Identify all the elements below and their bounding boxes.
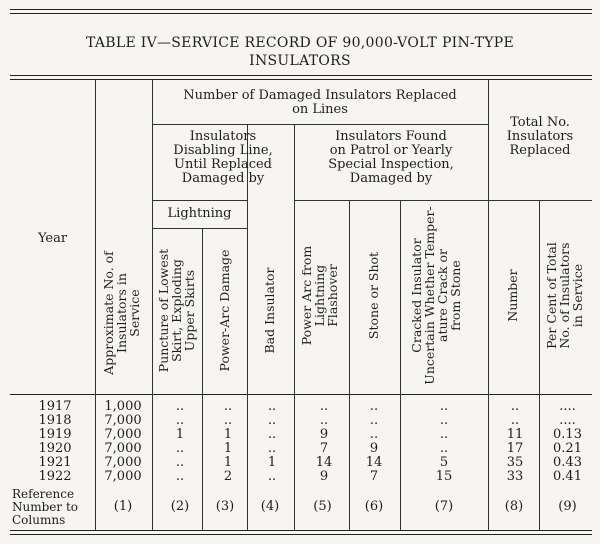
cell-c8: .. — [510, 399, 520, 414]
cell-c9: .... — [559, 413, 576, 428]
cell-approx: 1,000 — [104, 399, 142, 414]
cell-c7: .. — [439, 413, 449, 428]
power-arc-damage-header: Power-Arc Damage — [217, 249, 232, 372]
header-line — [294, 200, 488, 201]
cell-c5: 9 — [319, 427, 329, 442]
ref-number: (7) — [434, 499, 454, 514]
top-rule — [10, 9, 592, 10]
header-line — [152, 228, 247, 229]
cell-c3: 1 — [223, 427, 233, 442]
cell-c3: 1 — [223, 455, 233, 470]
ref-number: (3) — [215, 499, 235, 514]
cell-c2: .. — [175, 455, 185, 470]
cracked-header: Cracked Insulator Uncertain Whether Temper- ature Crack or from Stone — [409, 206, 463, 385]
percent-header: Per Cent of Total No. of Insulators in Service — [544, 242, 585, 349]
cell-c2: .. — [175, 441, 185, 456]
cell-c8: 17 — [506, 441, 524, 456]
cell-year: 1922 — [38, 469, 72, 484]
reference-label-line: Reference — [12, 487, 75, 501]
damaged-group-header: Number of Damaged Insulators Replaced on Lines — [183, 88, 457, 117]
cell-c7: .. — [439, 427, 449, 442]
ref-number: (5) — [313, 499, 332, 514]
cell-c9: 0.13 — [553, 427, 582, 442]
cell-c2: .. — [175, 399, 185, 414]
total-group-header: Total No. Insulators Replaced — [506, 115, 574, 158]
cell-c2: .. — [175, 469, 185, 484]
cell-c5: .. — [319, 399, 329, 414]
cell-c6: .. — [369, 413, 379, 428]
ref-number: (9) — [558, 499, 577, 514]
cell-c5: 14 — [315, 455, 333, 470]
cell-c2: 1 — [175, 427, 185, 442]
cell-c6: 14 — [365, 455, 383, 470]
header-top-rule — [10, 75, 592, 76]
cell-c7: 5 — [439, 455, 449, 470]
cell-year: 1920 — [38, 441, 72, 456]
cell-c6: .. — [369, 399, 379, 414]
ref-number: (1) — [113, 499, 133, 514]
col-line — [95, 79, 96, 530]
col-line — [349, 200, 350, 530]
approx-header: Approximate No. of Insulators in Service — [101, 251, 142, 375]
cell-c4: 1 — [267, 455, 277, 470]
cell-year: 1919 — [38, 427, 72, 442]
cell-approx: 7,000 — [104, 413, 142, 428]
col-line — [400, 200, 401, 530]
header-top-rule-2 — [10, 79, 592, 80]
disabling-group-header: Insulators Disabling Line, Until Replaced Damaged by — [173, 129, 273, 186]
header-line — [488, 200, 592, 201]
cell-c3: .. — [223, 413, 233, 428]
reference-label-line: Number to — [12, 500, 78, 514]
cell-c3: .. — [223, 399, 233, 414]
cell-c7: .. — [439, 441, 449, 456]
ref-number: (8) — [504, 499, 524, 514]
cell-year: 1917 — [38, 399, 72, 414]
cell-c3: 1 — [223, 441, 233, 456]
cell-c2: .. — [175, 413, 185, 428]
power-arc-lightning-header: Power Arc from Lightning Flashover — [299, 245, 340, 346]
reference-label-line: Columns — [12, 513, 66, 527]
cell-c6: 7 — [369, 469, 379, 484]
header-bottom-rule — [10, 394, 592, 395]
col-line — [539, 200, 540, 530]
cell-c4: .. — [267, 413, 277, 428]
col-line — [202, 228, 203, 530]
header-line — [152, 200, 247, 201]
cell-approx: 7,000 — [104, 441, 142, 456]
table-subtitle: INSULATORS — [249, 53, 351, 69]
cell-approx: 7,000 — [104, 469, 142, 484]
bottom-rule — [10, 530, 592, 531]
cell-c5: 9 — [319, 469, 329, 484]
puncture-header: Puncture of Lowest Skirt, Exploding Upper Skirts — [156, 248, 197, 373]
cell-approx: 7,000 — [104, 455, 142, 470]
patrol-group-header: Insulators Found on Patrol or Yearly Special Inspection, Damaged by — [328, 129, 454, 186]
header-line — [152, 124, 488, 125]
ref-number: (6) — [364, 499, 384, 514]
cell-c4: .. — [267, 441, 277, 456]
cell-c6: 9 — [369, 441, 379, 456]
cell-c9: .... — [559, 399, 576, 414]
cell-c4: .. — [267, 427, 277, 442]
bad-insulator-header: Bad Insulator — [262, 267, 277, 354]
bottom-rule-2 — [10, 534, 592, 535]
cell-c6: .. — [369, 427, 379, 442]
cell-c4: .. — [267, 399, 277, 414]
ref-number: (2) — [170, 499, 190, 514]
cell-year: 1918 — [38, 413, 72, 428]
top-rule-2 — [10, 13, 592, 14]
cell-c9: 0.41 — [553, 469, 582, 484]
cell-c8: 11 — [506, 427, 524, 442]
year-header: Year — [37, 231, 68, 246]
cell-c8: 35 — [506, 455, 524, 470]
cell-c8: 33 — [506, 469, 524, 484]
cell-c5: 7 — [319, 441, 329, 456]
cell-c9: 0.21 — [553, 441, 582, 456]
cell-c7: .. — [439, 399, 449, 414]
cell-year: 1921 — [38, 455, 72, 470]
table-title: TABLE IV—SERVICE RECORD OF 90,000-VOLT PIN-TYPE — [86, 35, 514, 51]
cell-c7: 15 — [435, 469, 453, 484]
stone-shot-header: Stone or Shot — [366, 251, 381, 340]
lightning-header: Lightning — [167, 206, 232, 221]
cell-c4: .. — [267, 469, 277, 484]
cell-c8: .. — [510, 413, 520, 428]
cell-c9: 0.43 — [553, 455, 582, 470]
cell-approx: 7,000 — [104, 427, 142, 442]
ref-number: (4) — [260, 499, 280, 514]
cell-c5: .. — [319, 413, 329, 428]
cell-c3: 2 — [223, 469, 233, 484]
number-header: Number — [505, 269, 520, 322]
